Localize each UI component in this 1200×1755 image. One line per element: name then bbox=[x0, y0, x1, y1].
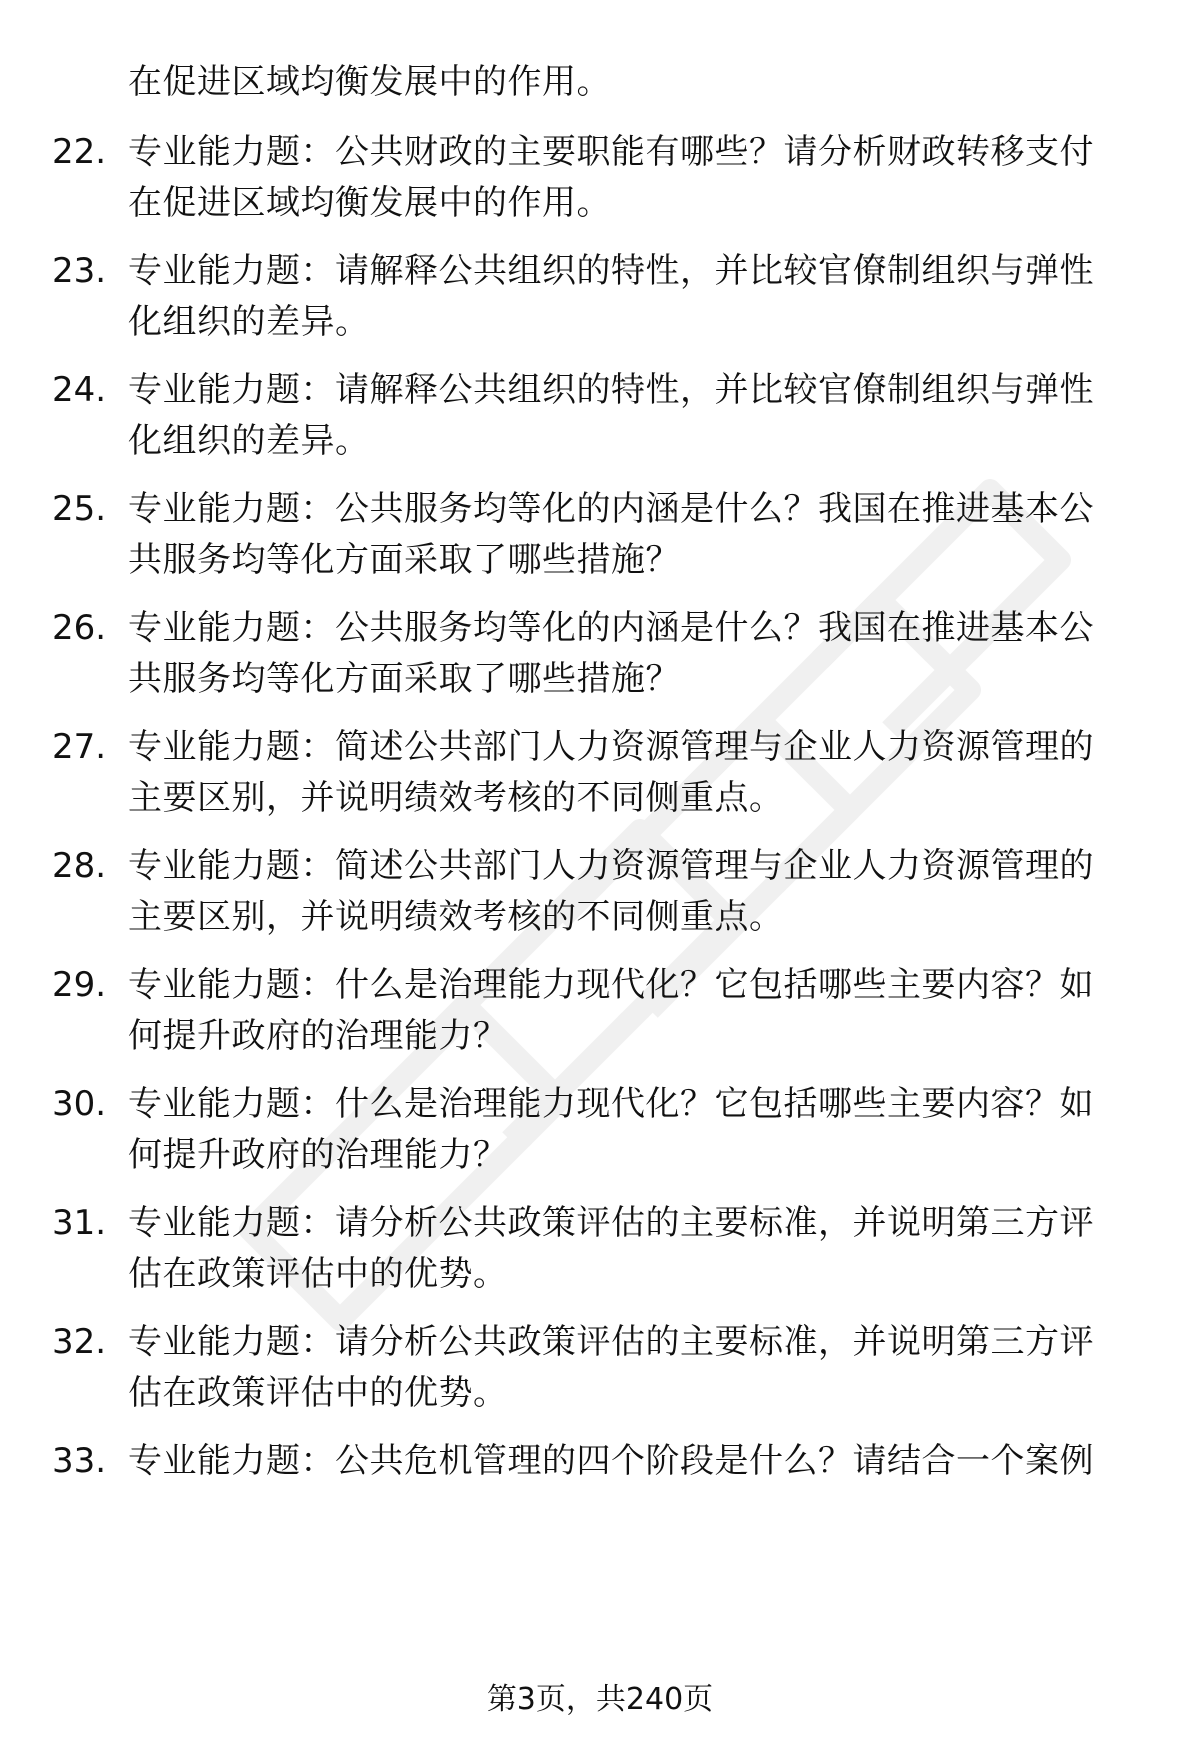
question-text-line2: 何提升政府的治理能力？ bbox=[128, 1016, 508, 1056]
question-text-line2: 共服务均等化方面采取了哪些措施？ bbox=[128, 540, 680, 580]
page-footer: 第3页，共240页 bbox=[486, 1682, 714, 1717]
question-text-line2: 化组织的差异。 bbox=[128, 302, 370, 342]
question-number: 31. bbox=[52, 1203, 107, 1243]
question-number: 25. bbox=[52, 489, 107, 529]
question-text-line2: 估在政策评估中的优势。 bbox=[128, 1373, 508, 1413]
question-number: 33. bbox=[52, 1441, 107, 1481]
question-text-line2: 化组织的差异。 bbox=[128, 421, 370, 461]
question-text-line1: 专业能力题：简述公共部门人力资源管理与企业人力资源管理的 bbox=[128, 846, 1094, 886]
question-number: 28. bbox=[52, 846, 107, 886]
question-number: 23. bbox=[52, 251, 107, 291]
question-number: 26. bbox=[52, 608, 107, 648]
question-text-line1: 专业能力题：公共危机管理的四个阶段是什么？请结合一个案例 bbox=[128, 1441, 1094, 1481]
question-text-line1: 专业能力题：请分析公共政策评估的主要标准，并说明第三方评 bbox=[128, 1322, 1094, 1362]
question-text-line1: 专业能力题：什么是治理能力现代化？它包括哪些主要内容？如 bbox=[128, 1084, 1094, 1124]
question-text-line1: 专业能力题：公共财政的主要职能有哪些？请分析财政转移支付 bbox=[128, 132, 1094, 172]
question-text-line1: 专业能力题：请解释公共组织的特性，并比较官僚制组织与弹性 bbox=[128, 370, 1094, 410]
question-number: 22. bbox=[52, 132, 107, 172]
question-text-line1: 专业能力题：公共服务均等化的内涵是什么？我国在推进基本公 bbox=[128, 608, 1094, 648]
question-number: 29. bbox=[52, 965, 107, 1005]
question-text-line2: 共服务均等化方面采取了哪些措施？ bbox=[128, 659, 680, 699]
continuation-line: 在促进区域均衡发展中的作用。 bbox=[128, 62, 611, 102]
question-text-line2: 主要区别，并说明绩效考核的不同侧重点。 bbox=[128, 897, 784, 937]
question-number: 27. bbox=[52, 727, 107, 767]
question-number: 32. bbox=[52, 1322, 107, 1362]
question-text-line2: 何提升政府的治理能力？ bbox=[128, 1135, 508, 1175]
question-number: 30. bbox=[52, 1084, 107, 1124]
question-text-line1: 专业能力题：请分析公共政策评估的主要标准，并说明第三方评 bbox=[128, 1203, 1094, 1243]
question-text-line1: 专业能力题：简述公共部门人力资源管理与企业人力资源管理的 bbox=[128, 727, 1094, 767]
question-number: 24. bbox=[52, 370, 107, 410]
question-text-line1: 专业能力题：公共服务均等化的内涵是什么？我国在推进基本公 bbox=[128, 489, 1094, 529]
question-text-line1: 专业能力题：什么是治理能力现代化？它包括哪些主要内容？如 bbox=[128, 965, 1094, 1005]
question-text-line2: 在促进区域均衡发展中的作用。 bbox=[128, 183, 611, 223]
question-text-line1: 专业能力题：请解释公共组织的特性，并比较官僚制组织与弹性 bbox=[128, 251, 1094, 291]
question-text-line2: 估在政策评估中的优势。 bbox=[128, 1254, 508, 1294]
question-text-line2: 主要区别，并说明绩效考核的不同侧重点。 bbox=[128, 778, 784, 818]
